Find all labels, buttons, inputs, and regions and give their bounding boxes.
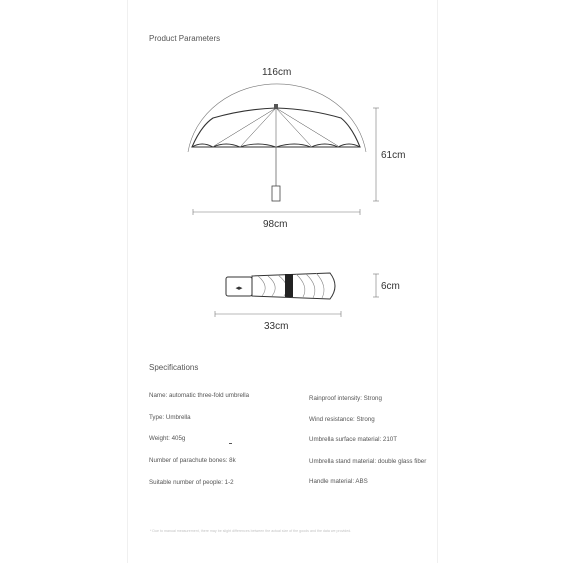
small-mark: [229, 443, 232, 444]
spec-name: Name: automatic three-fold umbrella: [149, 392, 250, 399]
rib-line: [241, 108, 276, 146]
open-width-label: 116cm: [262, 67, 292, 78]
rib-line: [214, 108, 276, 146]
folded-length-label: 33cm: [264, 321, 289, 332]
svg-text:◂▸: ◂▸: [235, 284, 243, 292]
spec-surface-material: Umbrella surface material: 210T: [309, 436, 398, 443]
spec-wind-resistance: Wind resistance: Strong: [309, 416, 375, 423]
open-height-label: 61cm: [381, 150, 406, 161]
rib-line: [276, 108, 311, 146]
measurement-footnote: * Due to manual measurement, there may be slight differences between the actual size of the goods and the data we provided.: [150, 529, 352, 533]
canopy-span-label: 98cm: [263, 219, 288, 230]
folded-diameter-label: 6cm: [381, 281, 400, 292]
folded-strap: [285, 274, 293, 297]
canopy-tip: [274, 104, 278, 108]
spec-stand-material: Umbrella stand material: double glass fiber: [309, 458, 427, 465]
spec-rainproof: Rainproof intensity: Strong: [309, 395, 382, 402]
spec-handle-material: Handle material: ABS: [309, 478, 368, 485]
spec-weight: Weight: 405g: [149, 435, 186, 442]
spec-type: Type: Umbrella: [149, 414, 191, 421]
rib-line: [276, 108, 338, 146]
umbrella-handle: [272, 186, 280, 201]
folded-canopy: [252, 273, 335, 299]
specifications-title: Specifications: [149, 363, 199, 372]
spec-suitable-people: Suitable number of people: 1-2: [149, 479, 234, 486]
spec-parachute-bones: Number of parachute bones: 8k: [149, 457, 236, 464]
product-parameters-title: Product Parameters: [149, 34, 221, 43]
